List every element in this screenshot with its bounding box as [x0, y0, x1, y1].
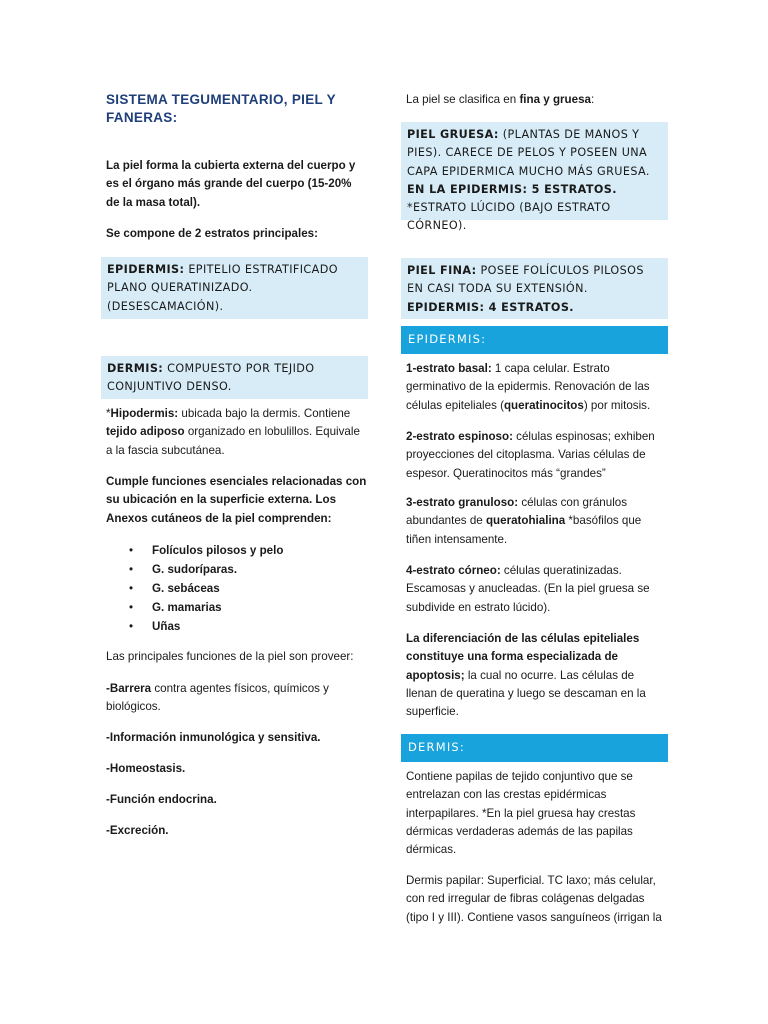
- basal-term: 1-estrato basal:: [406, 362, 492, 375]
- granuloso-text2: *basófilos que tiñen intensamente.: [406, 514, 642, 546]
- barrera-term: -Barrera: [106, 682, 152, 695]
- diferenciacion-paragraph: [406, 630, 666, 721]
- barrera-paragraph: [106, 680, 346, 717]
- gruesa-text2: *ESTRATO LÚCIDO (BAJO ESTRATO CÓRNEO).: [407, 201, 611, 233]
- estrato-espinoso: [406, 428, 666, 483]
- granuloso-text1: células con gránulos abundantes de: [406, 496, 628, 528]
- functions-intro: Cumple funciones esenciales relacionadas con su ubicación en la superficie externa. Los Anexos cutáneos de la piel comprenden:: [106, 475, 367, 525]
- strata-intro: Se compone de 2 estratos principales:: [106, 227, 318, 240]
- corneo-term: 4-estrato córneo:: [406, 564, 501, 577]
- main-functions-intro: Las principales funciones de la piel son proveer:: [106, 650, 354, 663]
- gruesa-term: PIEL GRUESA:: [407, 128, 499, 141]
- epidermis-header: EPIDERMIS:: [401, 326, 668, 354]
- basal-text1: 1 capa celular. Estrato germinativo de la epidermis. Renovación de las células epiteliales (: [406, 362, 650, 412]
- list-item: • Uñas: [129, 617, 349, 636]
- page-title: SISTEMA TEGUMENTARIO, PIEL Y FANERAS:: [106, 92, 336, 125]
- granuloso-bold: queratohialina: [485, 514, 566, 528]
- function-item: -Función endocrina.: [106, 793, 217, 806]
- classification-bold: fina y gruesa: [519, 93, 591, 106]
- granuloso-term: 3-estrato granuloso:: [406, 496, 519, 509]
- dermis-box: [101, 356, 368, 399]
- epidermis-box: [101, 257, 368, 319]
- fina-bold: EPIDERMIS: 4 ESTRATOS.: [407, 300, 574, 314]
- hipodermis-paragraph: [106, 405, 362, 460]
- function-item: -Excreción.: [106, 824, 169, 837]
- list-item: • G. sebáceas: [129, 579, 349, 598]
- fina-term: PIEL FINA:: [407, 264, 477, 277]
- list-item: • G. sudoríparas.: [129, 560, 349, 579]
- diferenciacion-text: la cual no ocurre. Las células de llenan de queratina y luego se descaman en la superficie.: [406, 668, 646, 719]
- gruesa-text: (PLANTAS DE MANOS Y PIES). CARECE DE PELOS Y POSEEN UNA CAPA EPIDERMICA MUCHO MÁS GRUESA.: [407, 128, 650, 178]
- hipodermis-text2: organizado en lobulillos. Equivale a la fascia subcutánea.: [106, 425, 360, 457]
- hipodermis-prefix: *: [106, 407, 111, 420]
- function-item: -Homeostasis.: [106, 762, 186, 775]
- classification-text: La piel se clasifica en: [406, 93, 520, 106]
- hipodermis-term: Hipodermis:: [110, 407, 179, 420]
- papilas-paragraph: Contiene papilas de tejido conjuntivo que se entrelazan con las crestas epidérmicas interpapilares. *En la piel gruesa hay crestas dérmicas verdaderas además de las papilas dérmicas.: [406, 770, 636, 857]
- annexes-list: [129, 541, 349, 636]
- hipodermis-bold: tejido adiposo: [106, 425, 185, 439]
- barrera-text: contra agentes físicos, químicos y biológicos.: [106, 682, 329, 714]
- classification-line: [406, 91, 666, 109]
- dermis-papilar-paragraph: Dermis papilar: Superficial. TC laxo; más celular, con red irregular de fibras colágenas delgadas (tipo I y III). Contiene vasos sanguíneos (irrigan la: [406, 874, 662, 924]
- list-item: • Folículos pilosos y pelo: [129, 541, 349, 560]
- estrato-basal: [406, 360, 666, 415]
- piel-fina-box: [401, 258, 668, 319]
- corneo-text: células queratinizadas. Escamosas y anucleadas. (En la piel gruesa se subdivide en estrato lúcido).: [406, 564, 650, 614]
- dermis-term: DERMIS:: [107, 362, 164, 375]
- epidermis-term: EPIDERMIS:: [107, 263, 185, 276]
- basal-bold: queratinocitos: [503, 398, 584, 412]
- intro-paragraph: La piel forma la cubierta externa del cuerpo y es el órgano más grande del cuerpo (15-20% de la masa total).: [106, 159, 356, 209]
- fina-text: POSEE FOLÍCULOS PILOSOS EN CASI TODA SU EXTENSIÓN.: [407, 264, 644, 296]
- piel-gruesa-box: [401, 122, 668, 233]
- list-item: • G. mamarias: [129, 598, 349, 617]
- estrato-corneo: [406, 562, 666, 617]
- function-item: -Información inmunológica y sensitiva.: [106, 731, 321, 744]
- dermis-text: COMPUESTO POR TEJIDO CONJUNTIVO DENSO.: [107, 362, 315, 394]
- hipodermis-text1: ubicada bajo la dermis. Contiene: [178, 407, 351, 420]
- estrato-granuloso: [406, 494, 666, 549]
- espinoso-text: células espinosas; exhiben proyecciones del citoplasma. Varias células de espesor. Queratinocitos más “grandes”: [406, 430, 655, 480]
- diferenciacion-bold: La diferenciación de las células epiteliales constituye una forma especializada de apoptosis;: [406, 632, 640, 682]
- basal-text2: ) por mitosis.: [583, 398, 651, 412]
- espinoso-term: 2-estrato espinoso:: [406, 430, 513, 443]
- dermis-header: DERMIS:: [401, 734, 668, 762]
- gruesa-bold: EN LA EPIDERMIS: 5 ESTRATOS.: [407, 182, 617, 196]
- classification-end: :: [590, 93, 595, 106]
- epidermis-text: EPITELIO ESTRATIFICADO PLANO QUERATINIZADO. (DESESCAMACIÓN).: [107, 263, 338, 313]
